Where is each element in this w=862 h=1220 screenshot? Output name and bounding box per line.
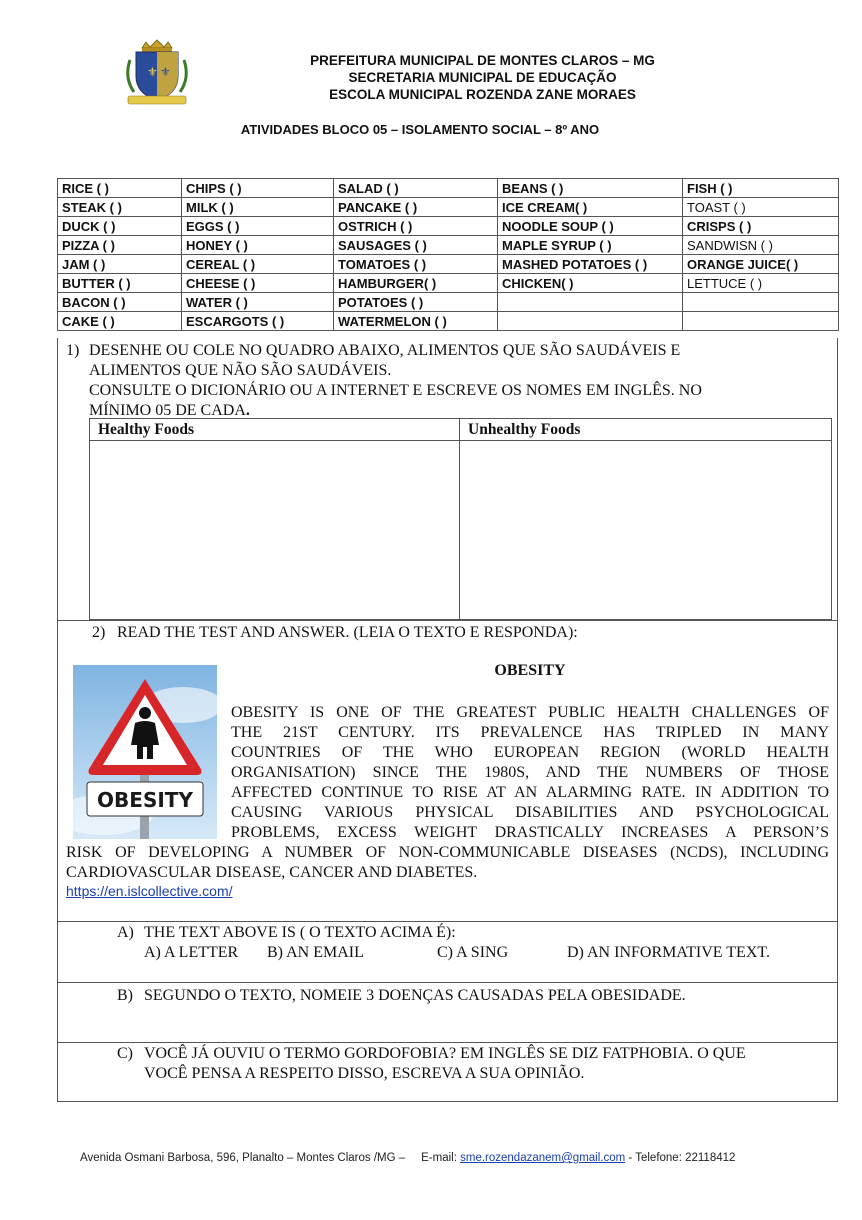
food-row [58, 312, 839, 331]
obesity-warning-sign-image [73, 665, 217, 839]
sign-obesity-text: OBESITY [97, 788, 193, 812]
food-item-cell: BEANS ( ) [498, 179, 683, 198]
qa-option-b[interactable]: B) AN EMAIL [267, 944, 364, 961]
food-item-cell: OSTRICH ( ) [334, 217, 498, 236]
qb-label: B) [117, 987, 133, 1004]
food-item-cell: ESCARGOTS ( ) [182, 312, 334, 331]
food-item-cell: DUCK ( ) [58, 217, 182, 236]
food-item-cell: PIZZA ( ) [58, 236, 182, 255]
healthy-unhealthy-table [89, 418, 832, 620]
header-line-2: SECRETARIA MUNICIPAL DE EDUCAÇÃO [348, 70, 617, 85]
article-line-5: AFFECTED CONTINUE TO RISE AT AN ALARMING RATE. IN ADDITION TO [231, 784, 829, 801]
divider-q2 [57, 620, 838, 621]
food-item-cell: SANDWISN ( ) [683, 236, 839, 255]
food-row [58, 217, 839, 236]
food-item-cell: TOAST ( ) [683, 198, 839, 217]
footer-email-label: E-mail: [421, 1152, 457, 1164]
food-item-cell: POTATOES ( ) [334, 293, 498, 312]
food-item-cell: MAPLE SYRUP ( ) [498, 236, 683, 255]
article-paragraph-wrapped [231, 703, 829, 843]
header-line-1: PREFEITURA MUNICIPAL DE MONTES CLAROS – MG [310, 53, 655, 68]
unhealthy-foods-box[interactable] [460, 441, 832, 620]
qc-line-1: VOCÊ JÁ OUVIU O TERMO GORDOFOBIA? EM INGLÊS SE DIZ FATPHOBIA. O QUE [144, 1045, 746, 1062]
food-item-cell: CEREAL ( ) [182, 255, 334, 274]
food-item-cell: HAMBURGER( ) [334, 274, 498, 293]
article-line-7: PROBLEMS, EXCESS WEIGHT DRASTICALLY INCREASES A PERSON’S [231, 824, 829, 841]
food-item-cell: BACON ( ) [58, 293, 182, 312]
school-crest-logo [120, 38, 194, 108]
food-item-cell: CHEESE ( ) [182, 274, 334, 293]
food-row [58, 179, 839, 198]
food-item-cell: WATERMELON ( ) [334, 312, 498, 331]
article-line-1: OBESITY IS ONE OF THE GREATEST PUBLIC HEALTH CHALLENGES OF [231, 704, 829, 721]
article-line-6: CAUSING VARIOUS PHYSICAL DISABILITIES AND PSYCHOLOGICAL [231, 804, 829, 821]
article-line-4: ORGANISATION) SINCE THE 1980S, AND THE NUMBERS OF THOSE [231, 764, 829, 781]
food-item-cell: ICE CREAM( ) [498, 198, 683, 217]
divider-qc [57, 1042, 838, 1043]
q1-line-3: CONSULTE O DICIONÁRIO OU A INTERNET E ESCREVE OS NOMES EM INGLÊS. NO [89, 382, 702, 399]
food-item-cell: ORANGE JUICE( ) [683, 255, 839, 274]
footer-address: Avenida Osmani Barbosa, 596, Planalto – Montes Claros /MG – [80, 1152, 406, 1164]
food-item-cell: SAUSAGES ( ) [334, 236, 498, 255]
food-item-cell: HONEY ( ) [182, 236, 334, 255]
empty-cell [683, 293, 839, 312]
food-item-cell: TOMATOES ( ) [334, 255, 498, 274]
source-link[interactable]: https://en.islcollective.com/ [66, 883, 233, 899]
food-item-cell: SALAD ( ) [334, 179, 498, 198]
food-item-cell: BUTTER ( ) [58, 274, 182, 293]
footer-email-link[interactable]: sme.rozendazanem@gmail.com [460, 1152, 626, 1164]
q1-line-4-text: MÍNIMO 05 DE CADA [89, 402, 246, 419]
qb-text: SEGUNDO O TEXTO, NOMEIE 3 DOENÇAS CAUSADAS PELA OBESIDADE. [144, 987, 686, 1004]
food-row [58, 198, 839, 217]
q2-instruction: READ THE TEST AND ANSWER. (LEIA O TEXTO E RESPONDA): [117, 624, 578, 641]
article-line-full-2: CARDIOVASCULAR DISEASE, CANCER AND DIABETES. [66, 864, 478, 881]
q2-number: 2) [92, 624, 106, 641]
qa-option-d[interactable]: D) AN INFORMATIVE TEXT. [567, 944, 770, 961]
food-item-cell: LETTUCE ( ) [683, 274, 839, 293]
empty-cell [683, 312, 839, 331]
food-item-cell: PANCAKE ( ) [334, 198, 498, 217]
food-row [58, 255, 839, 274]
activity-subtitle: ATIVIDADES BLOCO 05 – ISOLAMENTO SOCIAL – 8º ANO [240, 122, 600, 137]
empty-cell [498, 293, 683, 312]
qa-option-a[interactable]: A) A LETTER [144, 944, 239, 961]
article-line-3: COUNTRIES OF THE WHO EUROPEAN REGION (WORLD HEALTH [231, 744, 829, 761]
food-row [58, 236, 839, 255]
food-vocabulary-table [57, 178, 839, 331]
q1-number: 1) [66, 342, 80, 359]
qc-line-2: VOCÊ PENSA A RESPEITO DISSO, ESCREVA A SUA OPINIÃO. [144, 1065, 585, 1082]
footer-phone: - Telefone: 22118412 [628, 1152, 736, 1164]
food-item-cell: CHICKEN( ) [498, 274, 683, 293]
food-item-cell: STEAK ( ) [58, 198, 182, 217]
qc-label: C) [117, 1045, 133, 1062]
header-line-3: ESCOLA MUNICIPAL ROZENDA ZANE MORAES [329, 87, 636, 102]
food-item-cell: WATER ( ) [182, 293, 334, 312]
svg-text:⚜: ⚜ [160, 65, 171, 79]
food-item-cell: CAKE ( ) [58, 312, 182, 331]
food-item-cell: RICE ( ) [58, 179, 182, 198]
article-line-full-1: RISK OF DEVELOPING A NUMBER OF NON-COMMUNICABLE DISEASES (NCDS), INCLUDING [66, 844, 829, 861]
unhealthy-foods-header: Unhealthy Foods [460, 419, 832, 441]
qa-text: THE TEXT ABOVE IS ( O TEXTO ACIMA É): [144, 924, 456, 941]
q1-line-1: DESENHE OU COLE NO QUADRO ABAIXO, ALIMENTOS QUE SÃO SAUDÁVEIS E [89, 342, 681, 359]
food-item-cell: CRISPS ( ) [683, 217, 839, 236]
article-title: OBESITY [494, 662, 566, 679]
food-row [58, 274, 839, 293]
food-item-cell: FISH ( ) [683, 179, 839, 198]
empty-cell [498, 312, 683, 331]
healthy-foods-header: Healthy Foods [90, 419, 460, 441]
food-item-cell: JAM ( ) [58, 255, 182, 274]
food-item-cell: MASHED POTATOES ( ) [498, 255, 683, 274]
divider-qa [57, 921, 838, 922]
healthy-foods-box[interactable] [90, 441, 460, 620]
food-row [58, 293, 839, 312]
q1-line-2: ALIMENTOS QUE NÃO SÃO SAUDÁVEIS. [89, 362, 392, 379]
qa-option-c[interactable]: C) A SING [437, 944, 509, 961]
food-item-cell: CHIPS ( ) [182, 179, 334, 198]
q1-line-4-period: . [245, 402, 250, 419]
food-item-cell: NOODLE SOUP ( ) [498, 217, 683, 236]
page-footer [80, 1152, 735, 1164]
divider-qb [57, 982, 838, 983]
qa-label: A) [117, 924, 134, 941]
food-item-cell: MILK ( ) [182, 198, 334, 217]
svg-text:⚜: ⚜ [147, 65, 158, 79]
article-line-2: THE 21ST CENTURY. ITS PREVALENCE HAS TRIPLED IN MANY [231, 724, 829, 741]
food-item-cell: EGGS ( ) [182, 217, 334, 236]
